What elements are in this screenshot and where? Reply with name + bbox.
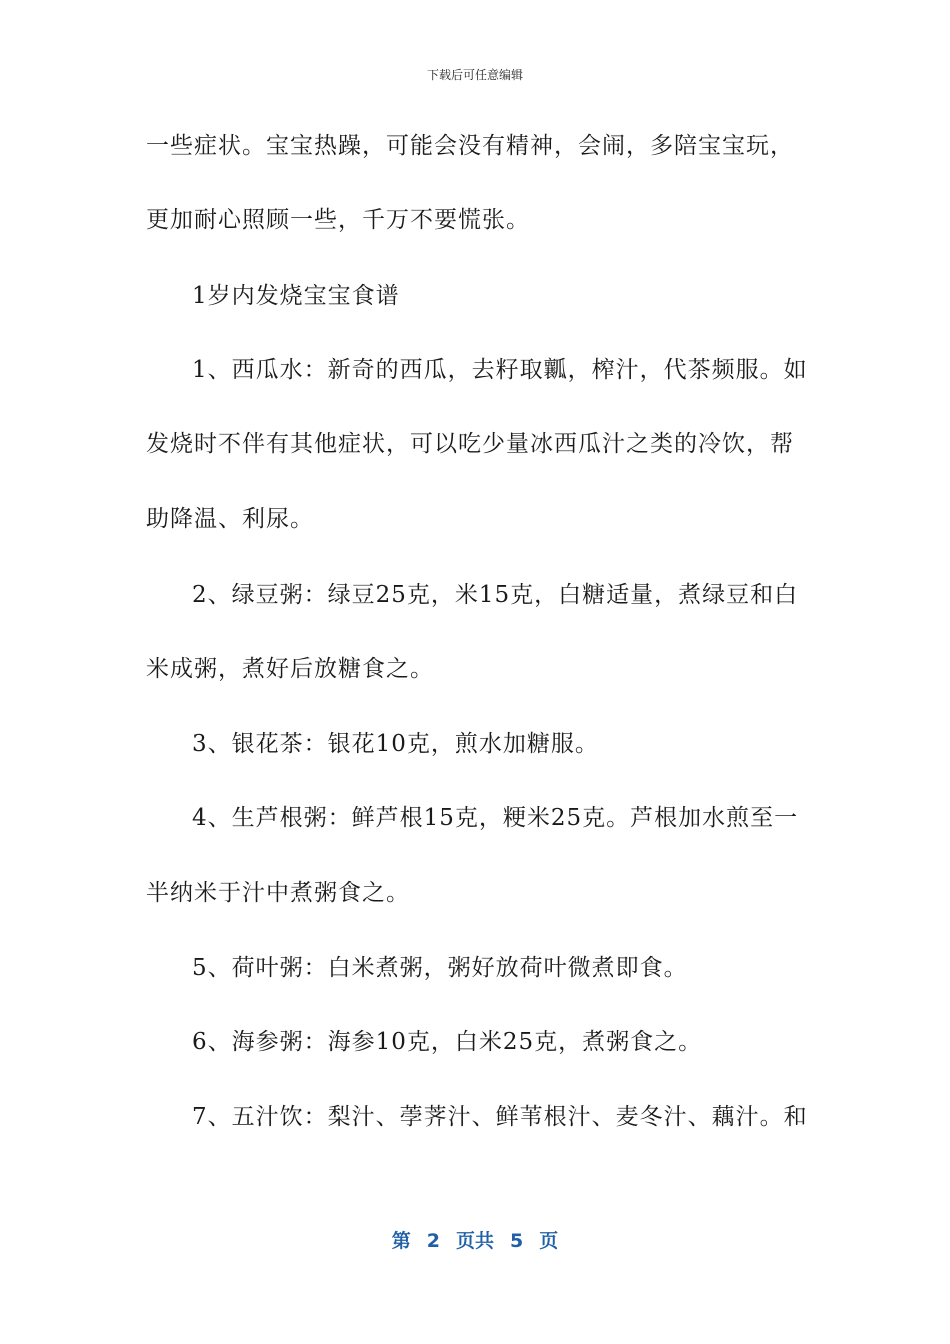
- body-line-13: 6、海参粥：海参10克，白米25克，煮粥食之。: [192, 1029, 703, 1055]
- body-line-2: 更加耐心照顾一些，千万不要慌张。: [146, 207, 530, 233]
- body-line-5: 发烧时不伴有其他症状，可以吃少量冰西瓜汁之类的冷饮，帮: [146, 431, 794, 457]
- footer-page-number: 2: [426, 1230, 440, 1252]
- body-line-9: 3、银花茶：银花10克，煎水加糖服。: [192, 731, 599, 757]
- body-line-11: 半纳米于汁中煮粥食之。: [146, 880, 410, 906]
- footer-prefix: 第: [391, 1230, 411, 1252]
- footer-middle: 页共: [455, 1230, 494, 1252]
- page-footer: [0, 1226, 950, 1253]
- body-line-12: 5、荷叶粥：白米煮粥，粥好放荷叶微煮即食。: [192, 955, 688, 981]
- page-header: 下载后可任意编辑: [426, 68, 523, 82]
- footer-suffix: 页: [539, 1230, 559, 1252]
- body-line-7: 2、绿豆粥：绿豆25克，米15克，白糖适量，煮绿豆和白: [192, 582, 799, 608]
- section-heading: 1岁内发烧宝宝食谱: [192, 283, 400, 309]
- body-line-14: 7、五汁饮：梨汁、荸荠汁、鲜苇根汁、麦冬汁、藕汁。和: [192, 1104, 808, 1130]
- body-line-8: 米成粥，煮好后放糖食之。: [146, 656, 434, 682]
- body-line-6: 助降温、利尿。: [146, 506, 314, 532]
- body-line-4: 1、西瓜水：新奇的西瓜，去籽取瓤，榨汁，代茶频服。如: [192, 357, 808, 383]
- body-line-1: 一些症状。宝宝热躁，可能会没有精神，会闹，多陪宝宝玩，: [146, 133, 794, 159]
- body-line-10: 4、生芦根粥：鲜芦根15克，粳米25克。芦根加水煎至一: [192, 805, 799, 831]
- footer-total-pages: 5: [510, 1230, 524, 1252]
